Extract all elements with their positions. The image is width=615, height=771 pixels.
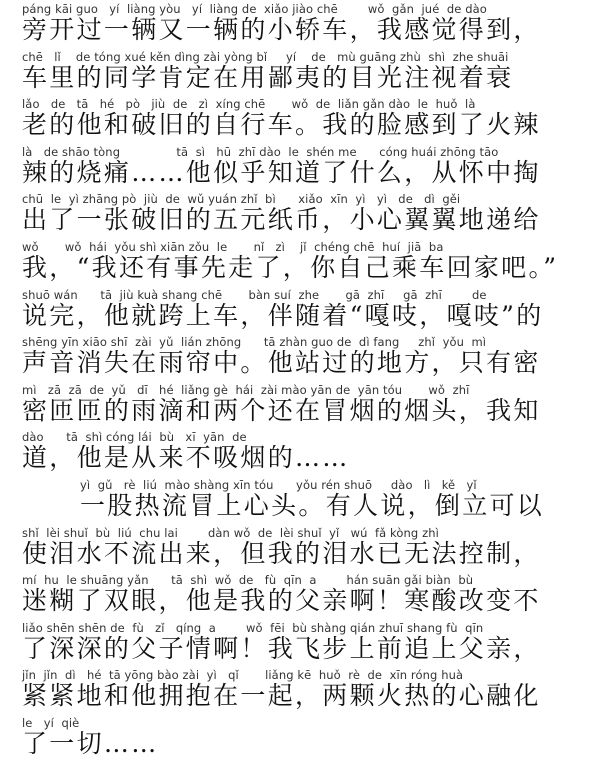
hanzi-line: 出了一张破旧的五元纸币，小心翼翼地递给 — [22, 205, 541, 235]
hanzi-line: 使泪水不流出来，但我的泪水已无法控制， — [22, 538, 541, 568]
pinyin-line: mì zā zā de yǔ dī hé liǎng gè hái zài mào yān de yān tóu wǒ zhī — [22, 382, 470, 397]
pinyin-line: liǎo shēn shēn de fù zǐ qíng a wǒ fēi bù shàng qián zhuī shang fù qīn — [22, 620, 484, 635]
text-line-9 — [22, 381, 609, 429]
pinyin-line: mí hu le shuāng yǎn tā shì wǒ de fù qīn a hán suān gǎi biàn bù — [22, 573, 474, 588]
text-line-1 — [22, 0, 609, 48]
pinyin-line: wǒ wǒ hái yǒu shì xiān zǒu le nǐ zì jǐ chéng chē huí jiā ba — [22, 239, 444, 254]
hanzi-line: 说完，他就跨上车，伴随着“嘎吱，嘎吱”的 — [22, 300, 544, 330]
hanzi-line: 车里的同学肯定在用鄙夷的目光注视着衰 — [22, 62, 514, 92]
hanzi-line: 老的他和破旧的自行车。我的脸感到了火辣 — [22, 110, 541, 140]
text-line-2 — [22, 48, 609, 96]
pinyin-line: dào tā shì cóng lái bù xī yān de — [22, 430, 247, 445]
text-line-13 — [22, 571, 609, 619]
hanzi-line: 迷糊了双眼，他是我的父亲啊！寒酸改变不 — [22, 586, 541, 616]
hanzi-line: 了一切…… — [22, 728, 159, 758]
text-line-3 — [22, 95, 609, 143]
hanzi-line: 密匝匝的雨滴和两个还在冒烟的烟头，我知 — [22, 395, 541, 425]
text-line-8 — [22, 333, 609, 381]
pinyin-line: páng kāi guo yí liàng yòu yí liàng de xiǎo jiào chē wǒ gǎn jué de dào — [22, 2, 487, 16]
pinyin-line: le yí qiè — [22, 715, 80, 730]
pinyin-line: shǐ lèi shuǐ bù liú chu lai dàn wǒ de lèi shuǐ yǐ wú fǎ kòng zhì — [22, 525, 439, 540]
hanzi-line: 声音消失在雨帘中。他站过的地方，只有密 — [22, 348, 541, 378]
hanzi-line: 道，他是从来不吸烟的…… — [22, 443, 350, 473]
text-line-11 — [22, 476, 609, 524]
pinyin-line: shēng yīn xiāo shī zài yǔ lián zhōng tā zhàn guo de dì fang zhǐ yǒu mì — [22, 335, 487, 350]
pinyin-line: chū le yì zhāng pò jiù de wǔ yuán zhǐ bì xiǎo xīn yì yì de dì gěi — [22, 192, 461, 207]
hanzi-line: 紧紧地和他拥抱在一起，两颗火热的心融化 — [22, 681, 541, 711]
text-line-12 — [22, 524, 609, 572]
text-line-16 — [22, 714, 609, 762]
text-line-6 — [22, 238, 609, 286]
pinyin-line: lǎo de tā hé pò jiù de zì xíng chē wǒ de liǎn gǎn dào le huǒ là — [22, 97, 476, 112]
text-line-10 — [22, 428, 609, 476]
text-line-5 — [22, 190, 609, 238]
text-line-15 — [22, 666, 609, 714]
hanzi-line: 旁开过一辆又一辆的小轿车，我感觉得到， — [22, 15, 541, 44]
pinyin-line: chē lǐ de tóng xué kěn dìng zài yòng bǐ yí de mù guāng zhù shì zhe shuāi — [22, 49, 509, 64]
text-line-14 — [22, 619, 609, 667]
hanzi-line: 辣的烧痛……他似乎知道了什么，从怀中掏 — [22, 157, 541, 187]
text-line-4 — [22, 143, 609, 191]
hanzi-line: 一股热流冒上心头。有人说，倒立可以 — [80, 490, 545, 520]
hanzi-line: 我，“我还有事先走了，你自己乘车回家吧。” — [22, 252, 559, 282]
hanzi-line: 了深深的父子情啊！我飞步上前追上父亲， — [22, 633, 541, 663]
pinyin-line: jǐn jǐn dì hé tā yōng bào zài yì qǐ liǎng kē huǒ rè de xīn róng huà — [22, 668, 464, 683]
text-line-7 — [22, 286, 609, 334]
pinyin-line: shuō wán tā jiù kuà shang chē bàn suí zhe gā zhī gā zhī de — [22, 287, 487, 302]
pinyin-line: là de shāo tòng tā sì hū zhī dào le shén me cóng huái zhōng tāo — [22, 144, 499, 159]
pinyin-line: yì gǔ rè liú mào shàng xīn tóu yǒu rén shuō dào lì kě yǐ — [80, 477, 477, 492]
